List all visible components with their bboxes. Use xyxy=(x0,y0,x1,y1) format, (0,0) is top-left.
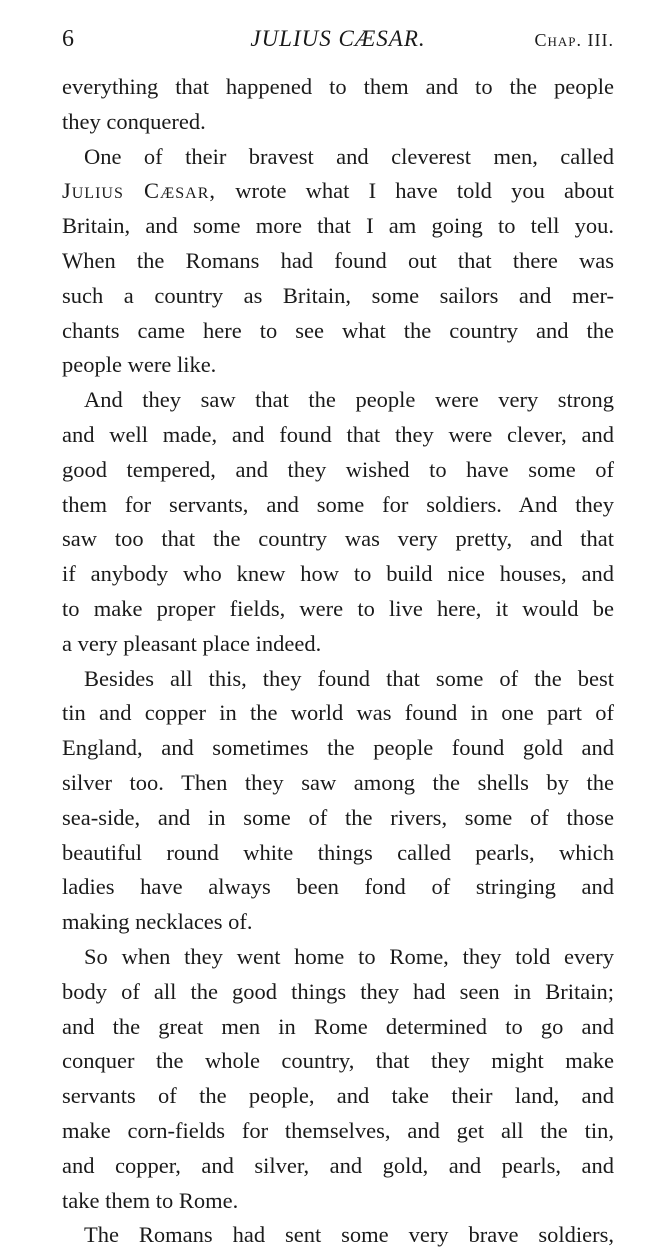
text-line: chants came here to see what the country and the xyxy=(62,317,614,343)
text-line: such a country as Britain, some sailors and mer- xyxy=(62,282,614,308)
paragraph-start-line: Besides all this, they found that some of the best xyxy=(84,665,614,691)
text-line: body of all the good things they had seen in Britain; xyxy=(62,978,614,1004)
text-line: if anybody who knew how to build nice houses, and xyxy=(62,561,614,587)
text-line: them for servants, and some for soldiers. And they xyxy=(62,491,614,517)
paragraph-start-line: So when they went home to Rome, they told every xyxy=(84,943,614,969)
text-line xyxy=(62,174,614,209)
name-small-caps: Julius Cæsar, xyxy=(62,178,217,204)
text-line: servants of the people, and take their land, and xyxy=(62,1083,614,1109)
text-line: ladies have always been fond of stringing and xyxy=(62,874,614,900)
chapter-label: Chap. III. xyxy=(534,30,614,50)
page-header xyxy=(62,22,614,56)
text-line: they conquered. xyxy=(62,108,206,134)
paragraph-start-line: The Romans had sent some very brave soldiers, xyxy=(84,1222,614,1248)
text-line: and copper, and silver, and gold, and pearls, and xyxy=(62,1152,614,1178)
body-text xyxy=(62,70,614,1253)
text-line: sea-side, and in some of the rivers, some of those xyxy=(62,804,614,830)
text-line: making necklaces of. xyxy=(62,909,253,935)
paragraph-start-line: And they saw that the people were very strong xyxy=(84,387,614,413)
text-line: good tempered, and they wished to have some of xyxy=(62,456,614,482)
text-line: take them to Rome. xyxy=(62,1187,239,1213)
text-line: everything that happened to them and to the people xyxy=(62,74,614,99)
text-line: silver too. Then they saw among the shells by the xyxy=(62,769,614,795)
text-line: a very pleasant place indeed. xyxy=(62,630,322,656)
page-number: 6 xyxy=(62,26,74,52)
text-line: When the Romans had found out that there was xyxy=(62,247,614,273)
running-title: JULIUS CÆSAR. xyxy=(250,26,426,51)
text-line: and well made, and found that they were clever, and xyxy=(62,421,614,447)
text-line: and the great men in Rome determined to go and xyxy=(62,1013,614,1039)
text-line: make corn-fields for themselves, and get all the tin, xyxy=(62,1117,614,1143)
text-line: people were like. xyxy=(62,352,217,378)
text-line: to make proper fields, were to live here, it would be xyxy=(62,595,614,621)
text-line: tin and copper in the world was found in one part of xyxy=(62,700,614,726)
text-line: beautiful round white things called pearls, which xyxy=(62,839,614,865)
text-line: Britain, and some more that I am going to tell you. xyxy=(62,213,614,239)
text-line: saw too that the country was very pretty, and that xyxy=(62,526,614,552)
text-line: England, and sometimes the people found gold and xyxy=(62,735,614,761)
paragraph-start-line: One of their bravest and cleverest men, called xyxy=(84,143,614,169)
text-line: conquer the whole country, that they might make xyxy=(62,1048,614,1074)
text-line-part: wrote what I have told you about xyxy=(235,178,615,204)
